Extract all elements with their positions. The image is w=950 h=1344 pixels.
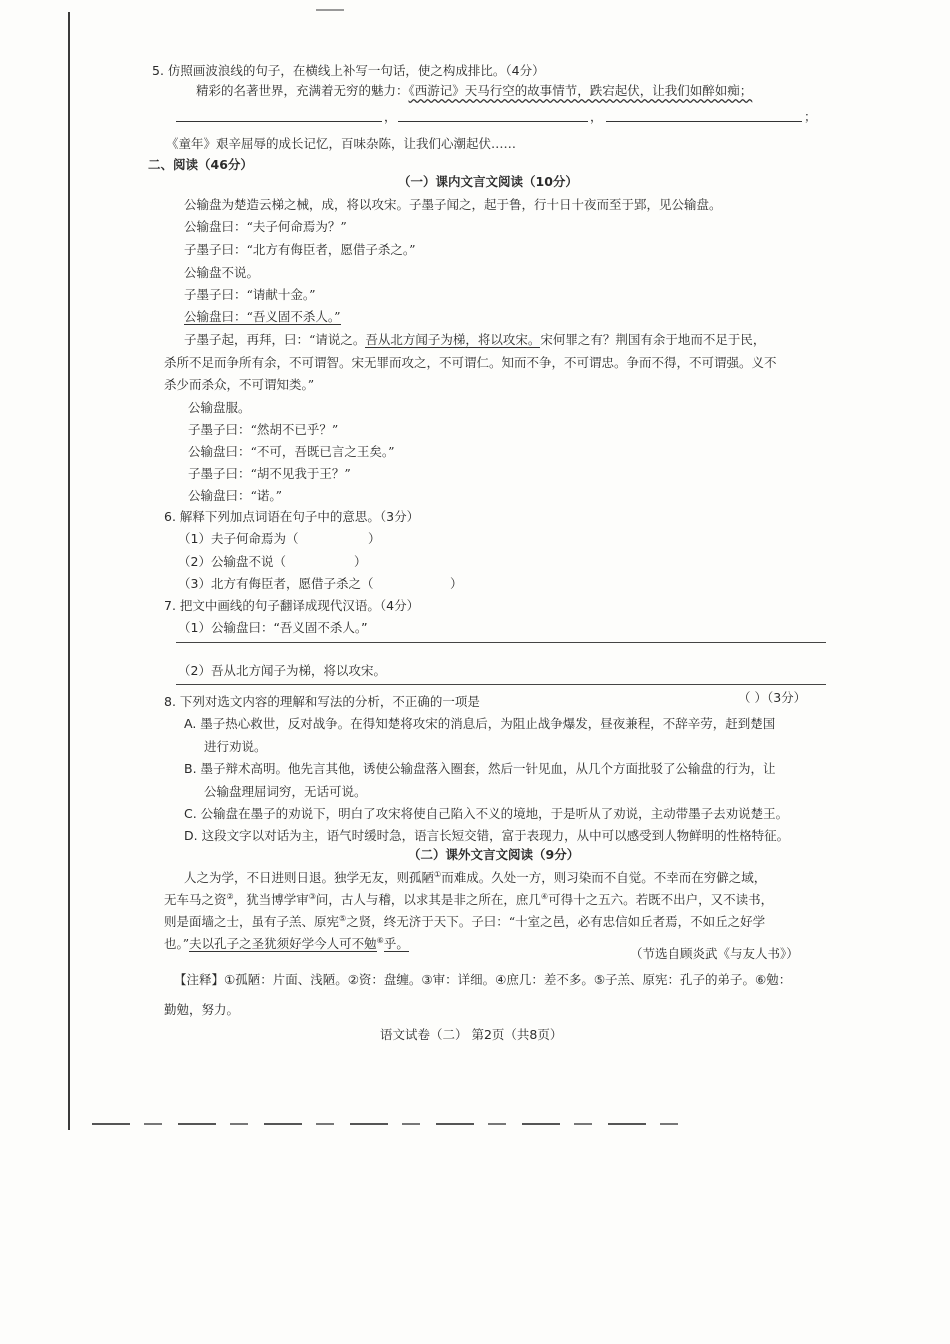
note-mark-3: ③	[308, 892, 316, 901]
q8-option-c[interactable]: C. 公输盘在墨子的劝说下，明白了攻宋将使自己陷入不义的境地，于是听从了劝说，主动带墨子去劝说楚王。	[184, 806, 789, 821]
passage1-underlined-1	[184, 308, 341, 326]
para-a: 子墨子起，再拜，曰：“请说之。	[184, 332, 366, 347]
passage1-line: 子墨子曰：“请献十金。”	[184, 287, 316, 302]
underlined-sentence-3: 夫以孔子之圣犹须好学今人可不勉	[189, 936, 377, 952]
passage1-line: 公输盘曰：“诺。”	[188, 488, 283, 503]
passage1-line: 子墨子曰：“然胡不已乎？”	[188, 422, 339, 437]
part2-title: （二）课外文言文阅读（9分）	[408, 847, 580, 862]
q5-intro: 精彩的名著世界，充满着无穷的魅力：	[196, 83, 409, 98]
passage1-line: 公输盘曰：“不可，吾既已言之王矣。”	[188, 444, 395, 459]
q8-option-b-cont: 公输盘理屈词穷，无话可说。	[204, 784, 367, 799]
q5-blank-3[interactable]	[606, 121, 802, 122]
q5-blank-1[interactable]	[176, 121, 382, 122]
bottom-scan-rule	[92, 1123, 682, 1125]
passage2-text: 则是面墙之士，虽有子羔、原宪	[164, 914, 340, 930]
passage1-line: 公输盘为楚造云梯之械，成，将以攻宋。子墨子闻之，起于鲁，行十日十夜而至于郢，见公输盘。	[184, 197, 722, 212]
passage2-text: 之贤，终无济于天下。子曰：“十室之邑，必有忠信如丘者焉，不如丘之好学	[346, 914, 766, 930]
passage1-para	[184, 331, 765, 349]
binding-line	[68, 12, 70, 1130]
passage2-source: （节选自顾炎武《与友人书》）	[630, 946, 799, 961]
passage2-line-4	[164, 932, 409, 953]
q7-answer-line-2[interactable]	[176, 684, 826, 685]
note-mark-1: ①	[434, 870, 442, 879]
part1-title: （一）课内文言文阅读（10分）	[398, 174, 578, 189]
notes-line-2: 勤勉，努力。	[164, 1002, 240, 1017]
q6-item-1: （1）夫子何命焉为（	[178, 531, 299, 546]
q8-option-a-cont: 进行劝说。	[204, 739, 267, 754]
passage1-para-d: 杀少而杀众，不可谓知类。”	[164, 377, 315, 392]
q8-option-a[interactable]: A. 墨子热心救世，反对战争。在得知楚将攻宋的消息后，为阻止战争爆发，昼夜兼程，不辞辛劳，赶到楚国	[184, 716, 776, 731]
q5-sep-1: ，	[384, 109, 397, 124]
section2-title: 二、阅读（46分）	[148, 157, 253, 172]
passage2-line-3	[164, 910, 765, 931]
q5-blank-2[interactable]	[398, 121, 588, 122]
passage2-line-2	[164, 888, 773, 909]
q7-item-1: （1）公输盘曰：“吾义固不杀人。”	[178, 620, 368, 635]
passage1-line: 公输盘服。	[188, 400, 251, 415]
q5-sep-2: ，	[590, 109, 603, 124]
passage2-text: 人之为学，不日进则日退。独学无友，则孤陋	[184, 870, 435, 886]
q6-stem: 6. 解释下列加点词语在句子中的意思。（3分）	[164, 509, 420, 524]
q6-item-3: （3）北方有侮臣者，愿借子杀之（	[178, 576, 374, 591]
q6-item-2: （2）公输盘不说（	[178, 554, 286, 569]
note-mark-2: ②	[226, 892, 234, 901]
passage1-para-c: 杀所不足而争所有余，不可谓智。宋无罪而攻之，不可谓仁。知而不争，不可谓忠。争而不得，不可谓强。义不	[164, 355, 777, 370]
q5-wave-sentence: 《西游记》天马行空的故事情节，跌宕起伏，让我们如醉如痴；	[408, 83, 753, 98]
q7-answer-line-1[interactable]	[176, 642, 826, 643]
notes-line-1: 【注释】①孤陋：片面、浅陋。②资：盘缠。③审：详细。④庶几：差不多。⑤子羔、原宪：孔子的弟子。⑥勉：	[174, 972, 792, 987]
note-mark-5: ⑤	[339, 914, 347, 923]
passage2-line-1	[184, 866, 766, 887]
q5-stem: 5. 仿照画波浪线的句子，在横线上补写一句话，使之构成排比。（4分）	[152, 63, 545, 78]
passage2-text: 而难成。久处一方，则习染而不自觉。不幸而在穷僻之域，	[441, 870, 767, 886]
passage2-text: ，犹当博学审	[233, 892, 309, 908]
passage1-line: 公输盘不说。	[184, 265, 260, 280]
q8-stem: 8. 下列对选文内容的理解和写法的分析，不正确的一项是	[164, 694, 480, 709]
note-mark-4: ④	[540, 892, 549, 901]
q5-line1	[196, 82, 752, 100]
q8-option-b[interactable]: B. 墨子辩术高明。他先言其他，诱使公输盘落入圈套，然后一针见血，从几个方面批驳了公输盘的行为，让	[184, 761, 776, 776]
q8-score: （ ）（3分）	[738, 690, 807, 705]
q7-stem: 7. 把文中画线的句子翻译成现代汉语。（4分）	[164, 598, 420, 613]
underlined-sentence-1: 公输盘曰：“吾义固不杀人。”	[184, 309, 341, 324]
q5-tail: 《童年》艰辛屈辱的成长记忆，百味杂陈，让我们心潮起伏……	[166, 136, 517, 151]
passage1-line: 公输盘曰：“夫子何命焉为？”	[184, 219, 347, 234]
passage2-text: 问，古人与稽，以求其是非之所在，庶几	[315, 892, 541, 908]
q6-close-3: ）	[450, 576, 463, 591]
q7-item-2: （2）吾从北方闻子为梯，将以攻宋。	[178, 663, 386, 678]
q6-close-2: ）	[354, 554, 367, 569]
q5-sep-3: ；	[804, 109, 817, 124]
page-footer: 语文试卷（二） 第2页（共8页）	[380, 1027, 563, 1042]
note-mark-6: ⑥	[376, 936, 384, 945]
passage1-line: 子墨子曰：“胡不见我于王？”	[188, 466, 351, 481]
passage2-text: 可得十之五六。若既不出户，又不读书，	[548, 892, 774, 908]
para-b: 宋何罪之有？荆国有余于地而不足于民，	[540, 332, 766, 347]
scan-mark	[316, 9, 344, 11]
q8-option-d[interactable]: D. 这段文字以对话为主，语气时缓时急，语言长短交错，富于表现力，从中可以感受到人物鲜明的性格特征。	[184, 828, 790, 843]
underlined-sentence-2: 吾从北方闻子为梯，将以攻宋。	[365, 332, 541, 347]
passage2-text: 无车马之资	[164, 892, 227, 908]
passage1-line: 子墨子曰：“北方有侮臣者，愿借子杀之。”	[184, 242, 416, 257]
underlined-sentence-3-end: 乎。	[383, 936, 409, 952]
passage2-text: 也。”	[164, 936, 190, 952]
q6-close-1: ）	[368, 531, 381, 546]
